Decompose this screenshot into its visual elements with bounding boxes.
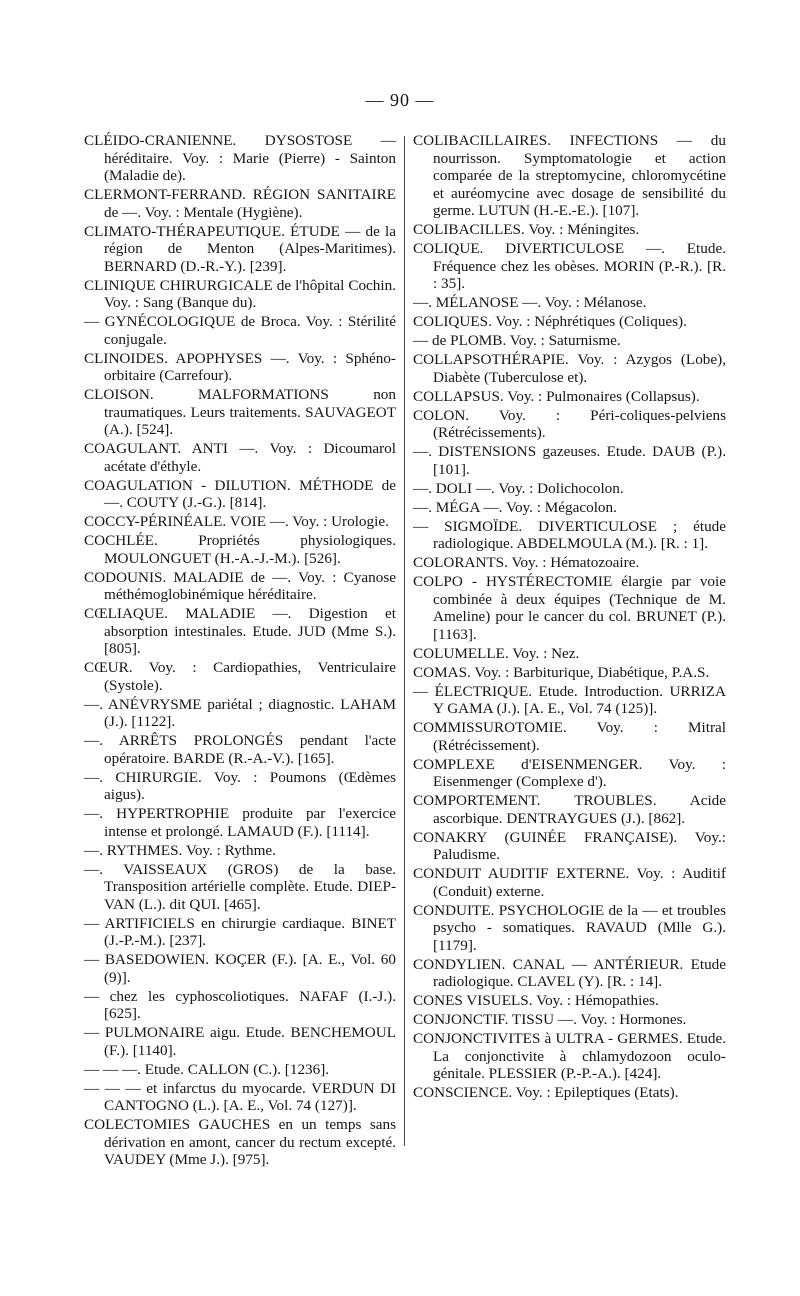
index-entry: — GYNÉCOLOGIQUE de Broca. Voy. : Stérilité conjugale.: [84, 313, 396, 348]
index-entry: COLIBACILLAIRES. INFECTIONS — du nourrisson. Symptomatologie et action comparée de la streptomycine, chloromycétine et auréomycine avec dosage de sensibilité du germe. LUTUN (H.-E.-E.). [107].: [413, 132, 726, 219]
index-entry: COMMISSUROTOMIE. Voy. : Mitral (Rétrécissement).: [413, 719, 726, 754]
right-column: [413, 132, 726, 1103]
index-entry: CLINOIDES. APOPHYSES —. Voy. : Sphéno-orbitaire (Carrefour).: [84, 349, 396, 384]
index-entry: COLORANTS. Voy. : Hématozoaire.: [413, 554, 640, 571]
index-entry: CŒUR. Voy. : Cardiopathies, Ventriculaire (Systole).: [84, 659, 396, 694]
index-entry: COMPORTEMENT. TROUBLES. Acide ascorbique. DENTRAYGUES (J.). [862].: [413, 792, 726, 827]
index-entry: — chez les cyphoscoliotiques. NAFAF (I.-J.). [625].: [84, 987, 396, 1022]
index-entry: CONAKRY (GUINÉE FRANÇAISE). Voy.: Paludisme.: [413, 828, 726, 863]
index-entry: COLECTOMIES GAUCHES en un temps sans dérivation en amont, cancer du rectum excepté. VAUDEY (Mme J.). [975].: [84, 1116, 396, 1168]
index-entry: COMAS. Voy. : Barbiturique, Diabétique, P.A.S.: [413, 663, 710, 681]
index-entry: —. ANÉVRYSME pariétal ; diagnostic. LAHAM (J.). [1122].: [84, 695, 396, 730]
index-entry: —. DISTENSIONS gazeuses. Etude. DAUB (P.). [101].: [413, 443, 726, 478]
index-entry: COAGULANT. ANTI —. Voy. : Dicoumarol acétate d'éthyle.: [84, 440, 396, 475]
index-entry: — — —. Etude. CALLON (C.). [1236].: [84, 1060, 330, 1078]
index-entry: COLPO - HYSTÉRECTOMIE élargie par voie combinée à deux équipes (Technique de M. Ameline) pour le cancer du col. BRUNET (P.). [1163].: [413, 573, 726, 643]
index-entry: COMPLEXE d'EISENMENGER. Voy. : Eisenmenger (Complexe d').: [413, 755, 726, 790]
index-entry: — ÉLECTRIQUE. Etude. Introduction. URRIZA Y GAMA (J.). [A. E., Vol. 74 (125)].: [413, 682, 726, 717]
index-entry: CONSCIENCE. Voy. : Epileptiques (Etats).: [413, 1084, 679, 1101]
index-entry: COLIBACILLES. Voy. : Méningites.: [413, 221, 640, 238]
index-entry: COLLAPSOTHÉRAPIE. Voy. : Azygos (Lobe), Diabète (Tuberculose et).: [413, 351, 726, 386]
index-entry: CODOUNIS. MALADIE de —. Voy. : Cyanose méthémoglobinémique héréditaire.: [84, 568, 396, 603]
index-entry: —. DOLI —. Voy. : Dolichocolon.: [413, 479, 624, 497]
index-entry: COCCY-PÉRINÉALE. VOIE —. Voy. : Urologie.: [84, 513, 389, 530]
index-entry: — SIGMOÏDE. DIVERTICULOSE ; étude radiologique. ABDELMOULA (M.). [R. : 1].: [413, 517, 726, 552]
index-entry: CONES VISUELS. Voy. : Hémopathies.: [413, 992, 659, 1009]
index-entry: —. ARRÊTS PROLONGÉS pendant l'acte opératoire. BARDE (R.-A.-V.). [165].: [84, 732, 396, 767]
index-entry: CONDUITE. PSYCHOLOGIE de la — et troubles psycho - somatiques. RAVAUD (Mlle G.). [1179].: [413, 901, 726, 954]
index-entry: CONJONCTIVITES à ULTRA - GERMES. Etude. La conjonctivite à chlamydozoon oculo-génitale. PLESSIER (P.-P.-A.). [424].: [413, 1030, 726, 1082]
index-entry: CLERMONT-FERRAND. RÉGION SANITAIRE de —. Voy. : Mentale (Hygiène).: [84, 186, 396, 221]
index-entry: CLIMATO-THÉRAPEUTIQUE. ÉTUDE — de la région de Menton (Alpes-Maritimes). BERNARD (D.-R.-Y.). [239].: [84, 222, 396, 275]
page-number: — 90 —: [365, 90, 435, 110]
column-divider: [404, 136, 405, 1146]
index-entry: —. MÉGA —. Voy. : Mégacolon.: [413, 498, 617, 516]
index-entry: COLON. Voy. : Péri-coliques-pelviens (Rétrécissements).: [413, 406, 726, 441]
left-column: [84, 132, 396, 1170]
index-entry: —. RYTHMES. Voy. : Rythme.: [84, 841, 276, 859]
index-entry: COLUMELLE. Voy. : Nez.: [413, 644, 580, 662]
index-entry: — BASEDOWIEN. KOÇER (F.). [A. E., Vol. 60 (9)].: [84, 951, 396, 986]
index-entry: CLÉIDO-CRANIENNE. DYSOSTOSE — héréditaire. Voy. : Marie (Pierre) - Sainton (Maladie de).: [84, 132, 396, 184]
index-entry: CONDYLIEN. CANAL — ANTÉRIEUR. Etude radiologique. CLAVEL (Y). [R. : 14].: [413, 955, 726, 990]
index-entry: —. MÉLANOSE —. Voy. : Mélanose.: [413, 294, 647, 311]
index-entry: —. CHIRURGIE. Voy. : Poumons (Œdèmes aigus).: [84, 768, 396, 803]
index-entry: — ARTIFICIELS en chirurgie cardiaque. BINET (J.-P.-M.). [237].: [84, 914, 396, 949]
index-entry: CLOISON. MALFORMATIONS non traumatiques. Leurs traitements. SAUVAGEOT (A.). [524].: [84, 386, 396, 438]
index-entry: CŒLIAQUE. MALADIE —. Digestion et absorption intestinales. Etude. JUD (Mme S.). [805].: [84, 605, 396, 657]
index-entry: — PULMONAIRE aigu. Etude. BENCHEMOUL (F.). [1140].: [84, 1024, 396, 1059]
index-entry: CONDUIT AUDITIF EXTERNE. Voy. : Auditif (Conduit) externe.: [413, 865, 726, 900]
index-entry: COCHLÉE. Propriétés physiologiques. MOULONGUET (H.-A.-J.-M.). [526].: [84, 532, 396, 567]
index-entry: COLIQUE. DIVERTICULOSE —. Etude. Fréquence chez les obèses. MORIN (P.-R.). [R. : 35].: [413, 240, 726, 292]
index-entry: — — — et infarctus du myocarde. VERDUN DI CANTOGNO (L.). [A. E., Vol. 74 (127)].: [84, 1079, 396, 1114]
index-entry: —. VAISSEAUX (GROS) de la base. Transposition artérielle complète. Etude. DIEP-VAN (L.). dit QUI. [465].: [84, 860, 396, 913]
index-entry: COLIQUES. Voy. : Néphrétiques (Coliques).: [413, 313, 687, 330]
index-entry: CLINIQUE CHIRURGICALE de l'hôpital Cochin. Voy. : Sang (Banque du).: [84, 276, 396, 311]
index-entry: COAGULATION - DILUTION. MÉTHODE de —. COUTY (J.-G.). [814].: [84, 476, 396, 511]
index-entry: COLLAPSUS. Voy. : Pulmonaires (Collapsus).: [413, 387, 700, 405]
index-entry: CONJONCTIF. TISSU —. Voy. : Hormones.: [413, 1011, 687, 1028]
index-entry: —. HYPERTROPHIE produite par l'exercice intense et prolongé. LAMAUD (F.). [1114].: [84, 805, 396, 840]
index-entry: — de PLOMB. Voy. : Saturnisme.: [413, 332, 621, 349]
